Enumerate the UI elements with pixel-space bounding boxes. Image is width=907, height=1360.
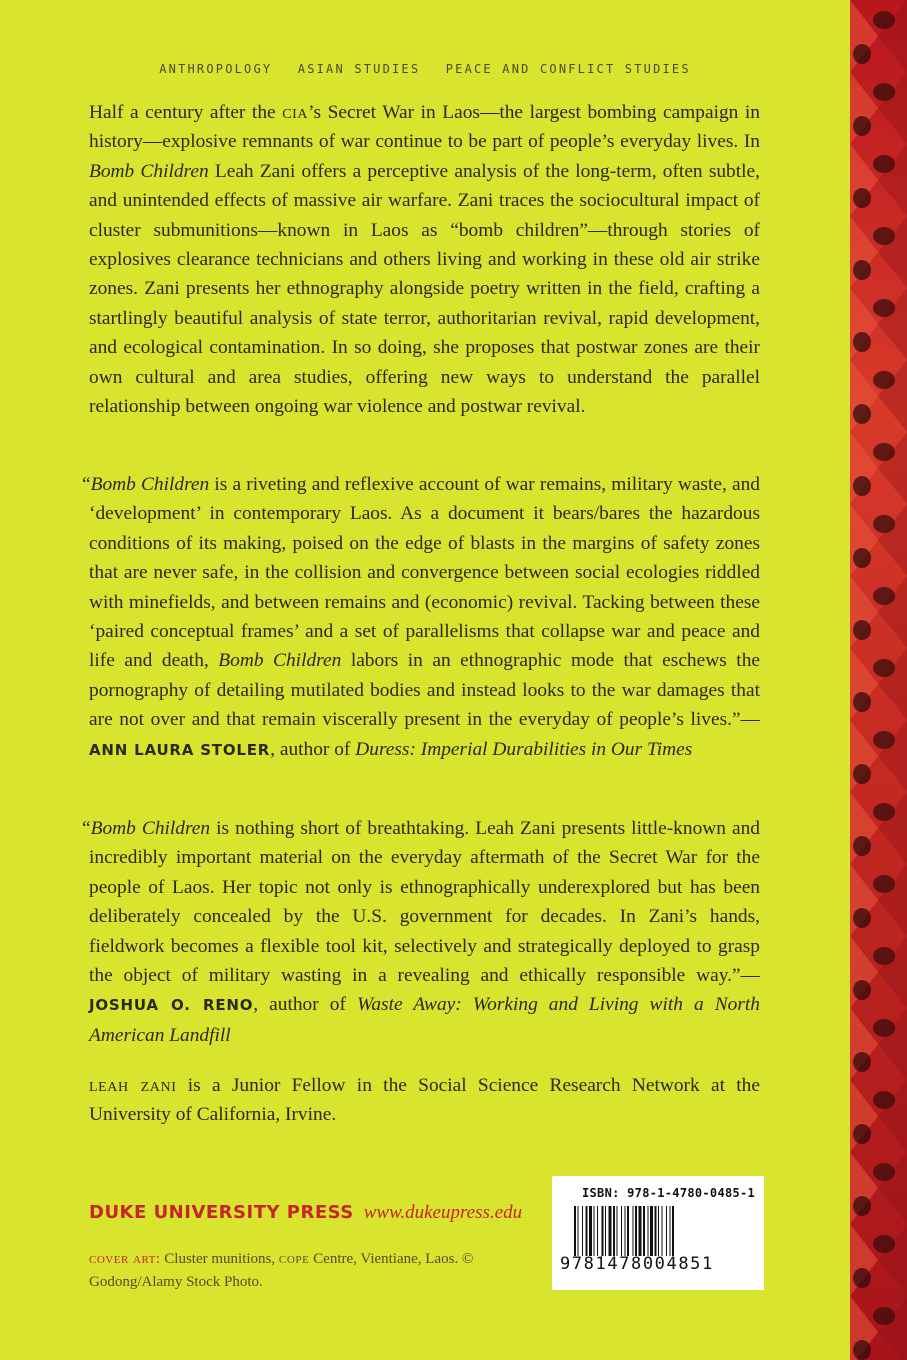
barcode-bar: [655, 1206, 657, 1256]
publisher-line: [89, 1202, 549, 1224]
blurb-stoler: “Bomb Children is a riveting and reflexive account of war remains, military waste, and ‘development’ in contemporary Laos. As a document it bears/bares the hazardous conditions of its making, poised on the edge of blasts in the margins of safety zones that are never safe, in the collision and convergence between social ecologies riddled with minefields, and between remains and (economic) revival. Tacking between these ‘paired conceptual frames’ and a set of parallelisms that collapse war and peace and life and death, Bomb Children labors in an ethnographic mode that eschews the pornography of detailing mutilated bodies and instead looks to the war damages that are not over and that remain viscerally present in the everyday of people’s lives.”—ANN LAURA STOLER, author of Duress: Imperial Durabilities in Our Times: [82, 474, 760, 760]
barcode-bar: [635, 1206, 637, 1256]
barcode-number: 9781478004851: [560, 1254, 714, 1274]
blurb-reno: “Bomb Children is nothing short of breathtaking. Leah Zani presents little-known and incredibly important material on the everyday aftermath of the Secret War for the people of Laos. Her topic not only is ethnographically underexplored but has been deliberately concealed by the U.S. government for decades. In Zani’s hands, fieldwork becomes a flexible tool kit, selectively and strategically deployed to grasp the object of military wasting in a revealing and ethically responsible way.”—JOSHUA O. RENO, author of Waste Away: Working and Living with a North American Landfill: [82, 818, 760, 1046]
barcode-bar: [582, 1206, 583, 1256]
barcode-bar: [633, 1206, 634, 1256]
category-anthropology: ANTHROPOLOGY: [159, 62, 273, 76]
barcode-bar: [627, 1206, 629, 1256]
barcode-bar: [574, 1206, 576, 1256]
publisher-url: www.dukeupress.edu: [363, 1202, 523, 1223]
book-description: Half a century after the cia’s Secret War in Laos—the largest bombing campaign in history—explosive remnants of war continue to be part of people’s everyday lives. In Bomb Children Leah Zani offers a perceptive analysis of the long-term, often subtle, and unintended effects of massive air warfare. Zani traces the sociocultural impact of cluster submunitions—known in Laos as “bomb children”—through stories of explosives clearance technicians and others living and working in these old air strike zones. Zani presents her ethnography alongside poetry written in the field, crafting a startlingly beautiful analysis of state terror, authoritarian revival, rapid development, and ecological contamination. In so doing, she proposes that postwar zones are their own cultural and area studies, offering new ways to understand the parallel relationship between ongoing war violence and postwar revival.: [89, 102, 760, 418]
category-peace-conflict: PEACE AND CONFLICT STUDIES: [445, 62, 691, 76]
book-title: Bomb Children: [89, 160, 209, 182]
blurb-author-name: ANN LAURA STOLER: [89, 740, 271, 759]
author-name: leah zani: [89, 1075, 177, 1096]
barcode-bar: [650, 1206, 653, 1256]
barcode-bar: [613, 1206, 615, 1256]
barcode-bar: [639, 1206, 642, 1256]
cover-photo-strip: [850, 0, 907, 1360]
cover-art-credit: cover art: Cluster munitions, cope Centre, Vientiane, Laos. © Godong/Alamy Stock Photo.: [89, 1251, 474, 1290]
barcode-bar: [662, 1206, 663, 1256]
barcode-bar: [597, 1206, 598, 1256]
category-asian-studies: ASIAN STUDIES: [297, 62, 421, 76]
barcode-bar: [578, 1206, 579, 1256]
barcode-bar: [643, 1206, 645, 1256]
barcode-bar: [672, 1206, 674, 1256]
publisher-name: DUKE UNIVERSITY PRESS: [89, 1202, 354, 1223]
barcode-bar: [609, 1206, 612, 1256]
barcode-bar: [586, 1206, 588, 1256]
barcode-bar: [621, 1206, 622, 1256]
barcode-bar: [617, 1206, 618, 1256]
author-bio: leah zani is a Junior Fellow in the Social Science Research Network at the University of California, Irvine.: [89, 1075, 760, 1126]
barcode-bar: [625, 1206, 626, 1256]
barcode-bar: [589, 1206, 592, 1256]
subject-categories: [0, 62, 850, 76]
barcode-bar: [658, 1206, 659, 1256]
isbn-label: ISBN: 978-1-4780-0485-1: [582, 1186, 756, 1200]
barcode-bar: [648, 1206, 649, 1256]
barcode-bar: [670, 1206, 671, 1256]
barcode-bar: [605, 1206, 606, 1256]
barcode-bar: [666, 1206, 667, 1256]
barcode-bar: [602, 1206, 604, 1256]
blurb-author-name: JOSHUA O. RENO: [89, 996, 254, 1015]
barcode-bar: [594, 1206, 595, 1256]
